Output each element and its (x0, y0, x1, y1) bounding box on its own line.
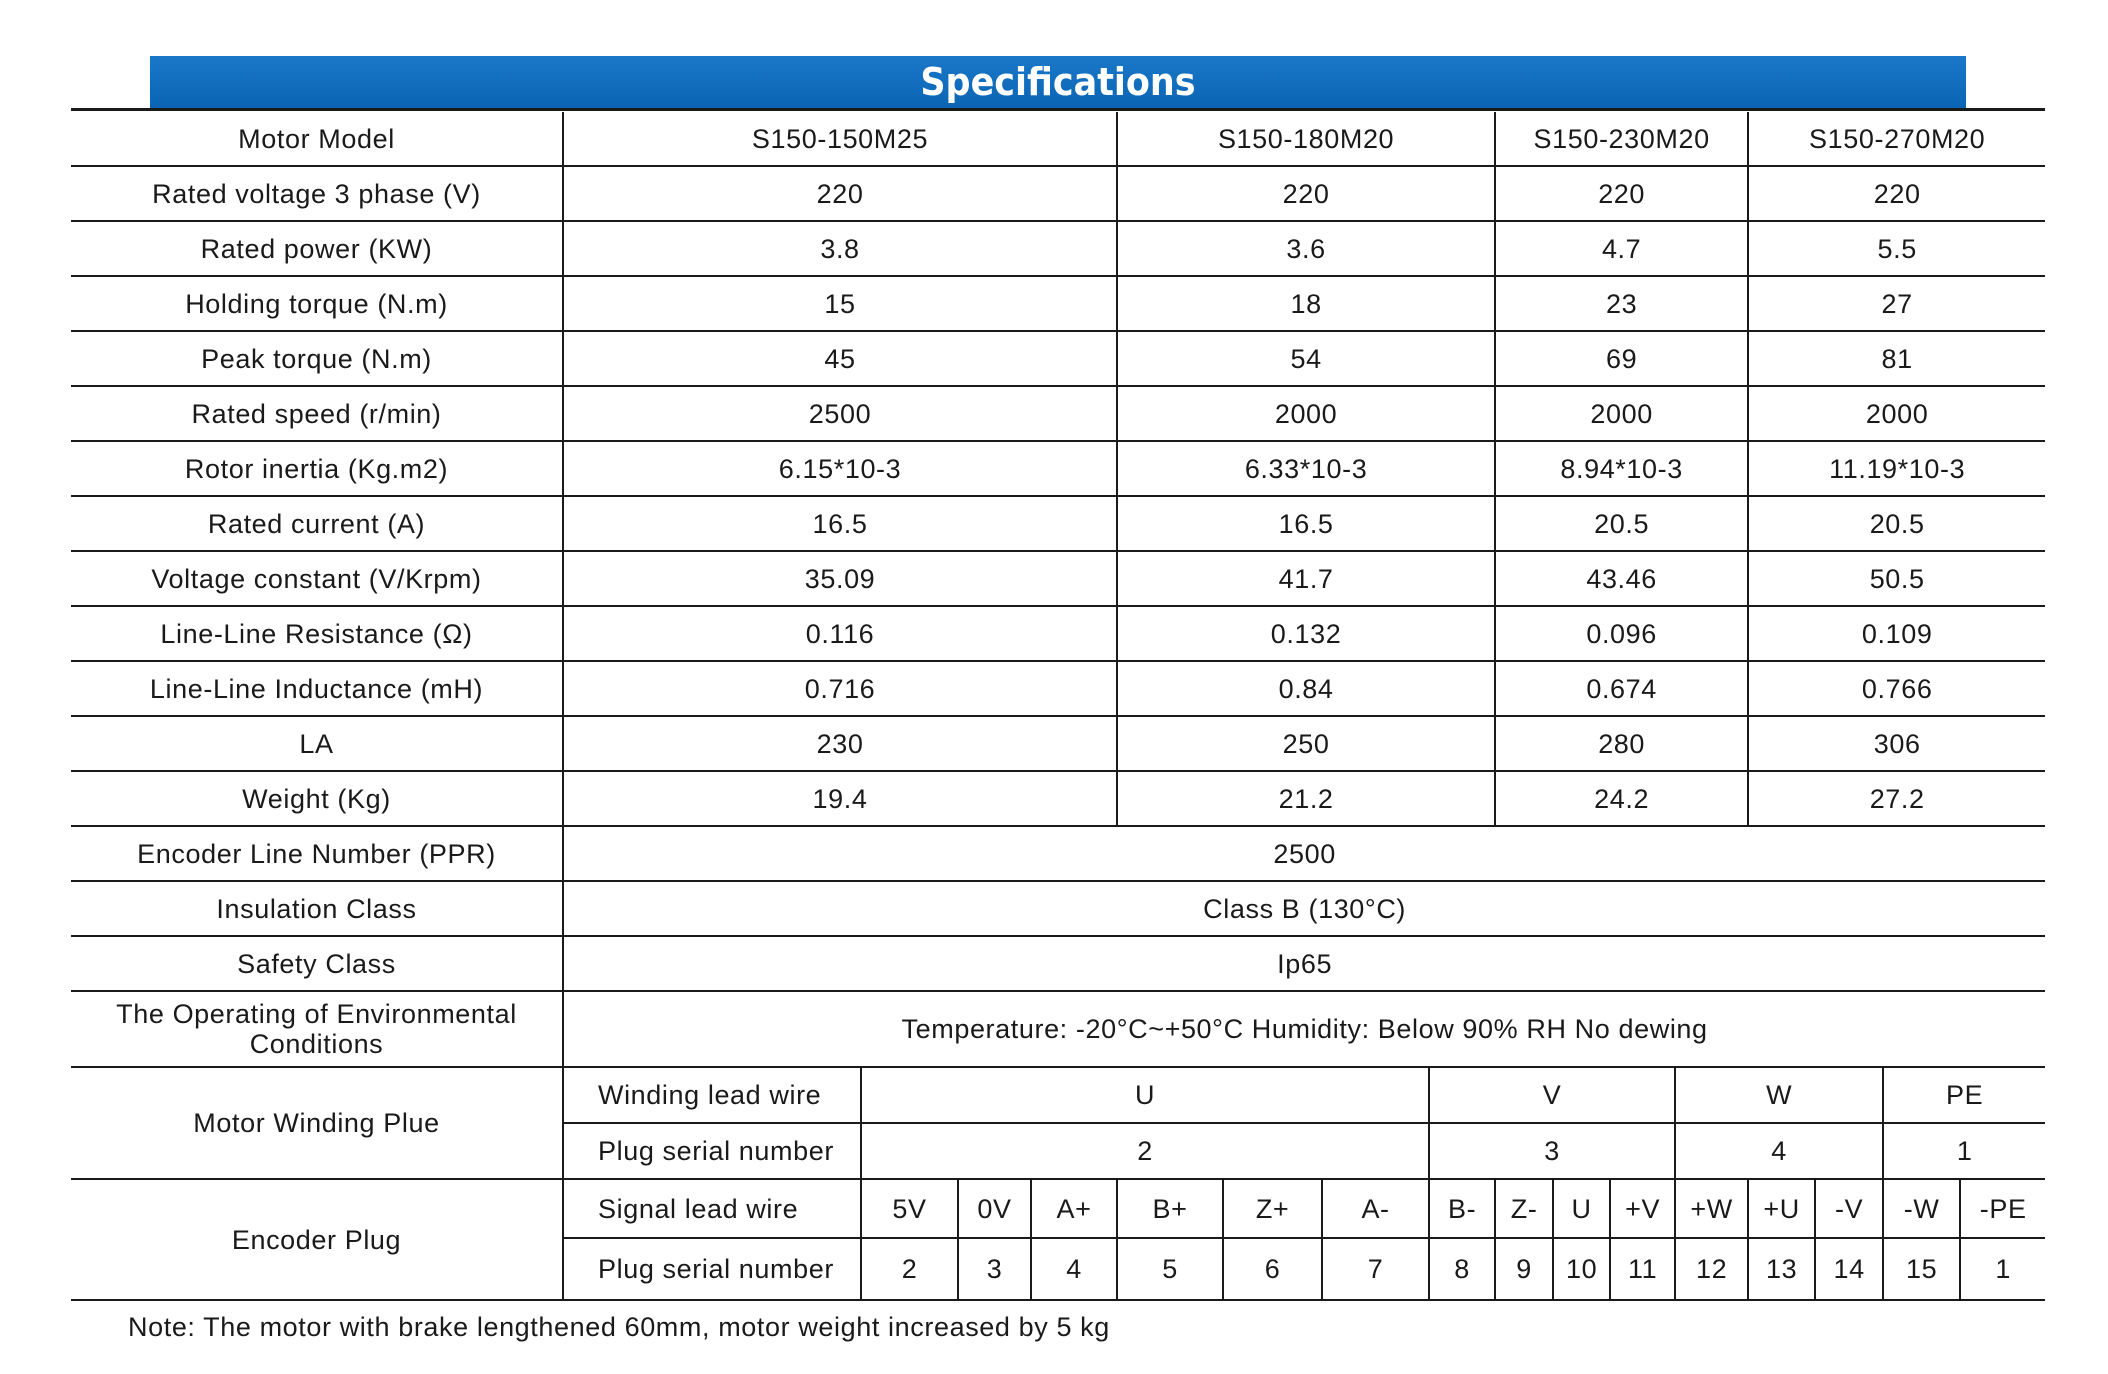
title-divider (71, 108, 2045, 111)
winding-lead: V (1429, 1067, 1675, 1123)
spec-value: 220 (563, 166, 1117, 221)
spec-value: 5.5 (1748, 221, 2045, 276)
encoder-plug: 1 (1960, 1238, 2045, 1300)
spec-value: 27 (1748, 276, 2045, 331)
spec-value: 0.116 (563, 606, 1117, 661)
winding-plug-label: Plug serial number (563, 1123, 861, 1179)
spec-value: 0.766 (1748, 661, 2045, 716)
spec-value: 0.096 (1495, 606, 1748, 661)
row-label: Line-Line Inductance (mH) (71, 661, 563, 716)
shared-row (71, 881, 2045, 936)
shared-row (71, 826, 2045, 881)
shared-value: 2500 (563, 826, 2045, 881)
spec-value: 41.7 (1117, 551, 1495, 606)
spec-value: 2500 (563, 386, 1117, 441)
spec-value: 6.15*10-3 (563, 441, 1117, 496)
encoder-plug: 15 (1883, 1238, 1960, 1300)
spec-value: 280 (1495, 716, 1748, 771)
spec-row (71, 661, 2045, 716)
row-label: LA (71, 716, 563, 771)
encoder-plug: 13 (1748, 1238, 1815, 1300)
winding-plug: 3 (1429, 1123, 1675, 1179)
model-header: S150-180M20 (1117, 112, 1495, 166)
spec-value: 8.94*10-3 (1495, 441, 1748, 496)
spec-row (71, 331, 2045, 386)
spec-value: 2000 (1748, 386, 2045, 441)
shared-row (71, 991, 2045, 1067)
motor-model-label: Motor Model (71, 112, 563, 166)
spec-value: 0.132 (1117, 606, 1495, 661)
footnote: Note: The motor with brake lengthened 60mm, motor weight increased by 5 kg (128, 1312, 1110, 1342)
winding-lead-row (71, 1067, 2045, 1123)
specifications-title: Specifications (150, 56, 1966, 108)
spec-value: 230 (563, 716, 1117, 771)
spec-row (71, 771, 2045, 826)
shared-value: Ip65 (563, 936, 2045, 991)
spec-value: 19.4 (563, 771, 1117, 826)
spec-value: 16.5 (563, 496, 1117, 551)
row-label: The Operating of Environmental Conditions (71, 991, 563, 1067)
spec-row (71, 441, 2045, 496)
encoder-lead: -PE (1960, 1179, 2045, 1238)
spec-value: 21.2 (1117, 771, 1495, 826)
specifications-table (71, 112, 2045, 1301)
spec-value: 20.5 (1748, 496, 2045, 551)
encoder-lead: +V (1610, 1179, 1675, 1238)
encoder-lead-label: Signal lead wire (563, 1179, 861, 1238)
row-label: Encoder Line Number (PPR) (71, 826, 563, 881)
winding-lead: PE (1883, 1067, 2045, 1123)
row-label: Insulation Class (71, 881, 563, 936)
spec-value: 0.674 (1495, 661, 1748, 716)
encoder-plug: 5 (1117, 1238, 1223, 1300)
spec-value: 23 (1495, 276, 1748, 331)
encoder-lead: +U (1748, 1179, 1815, 1238)
encoder-plug: 2 (861, 1238, 958, 1300)
spec-row (71, 496, 2045, 551)
spec-row (71, 221, 2045, 276)
encoder-lead: -V (1815, 1179, 1883, 1238)
encoder-lead: Z- (1495, 1179, 1553, 1238)
spec-value: 0.109 (1748, 606, 2045, 661)
encoder-lead: Z+ (1223, 1179, 1322, 1238)
encoder-lead: U (1553, 1179, 1610, 1238)
row-label: Rotor inertia (Kg.m2) (71, 441, 563, 496)
spec-value: 54 (1117, 331, 1495, 386)
spec-value: 2000 (1117, 386, 1495, 441)
spec-value: 6.33*10-3 (1117, 441, 1495, 496)
encoder-plug: 6 (1223, 1238, 1322, 1300)
winding-label: Motor Winding Plue (71, 1067, 563, 1179)
row-label: Rated voltage 3 phase (V) (71, 166, 563, 221)
spec-row (71, 166, 2045, 221)
spec-value: 220 (1117, 166, 1495, 221)
row-label: Rated power (KW) (71, 221, 563, 276)
spec-value: 50.5 (1748, 551, 2045, 606)
spec-value: 220 (1495, 166, 1748, 221)
encoder-plug: 3 (958, 1238, 1031, 1300)
encoder-lead: +W (1675, 1179, 1748, 1238)
spec-value: 27.2 (1748, 771, 2045, 826)
encoder-lead-row (71, 1179, 2045, 1238)
encoder-plug: 8 (1429, 1238, 1495, 1300)
encoder-lead: 0V (958, 1179, 1031, 1238)
spec-row (71, 276, 2045, 331)
shared-value: Temperature: -20°C~+50°C Humidity: Below 90% RH No dewing (563, 991, 2045, 1067)
spec-value: 16.5 (1117, 496, 1495, 551)
spec-value: 2000 (1495, 386, 1748, 441)
spec-value: 220 (1748, 166, 2045, 221)
row-label: Rated current (A) (71, 496, 563, 551)
spec-value: 45 (563, 331, 1117, 386)
spec-value: 4.7 (1495, 221, 1748, 276)
spec-row (71, 386, 2045, 441)
spec-row (71, 716, 2045, 771)
winding-lead-label: Winding lead wire (563, 1067, 861, 1123)
encoder-plug: 14 (1815, 1238, 1883, 1300)
spec-value: 81 (1748, 331, 2045, 386)
spec-value: 0.716 (563, 661, 1117, 716)
encoder-lead: B+ (1117, 1179, 1223, 1238)
row-label: Rated speed (r/min) (71, 386, 563, 441)
winding-lead: U (861, 1067, 1429, 1123)
spec-value: 306 (1748, 716, 2045, 771)
header-row (71, 112, 2045, 166)
row-label: Weight (Kg) (71, 771, 563, 826)
encoder-plug: 10 (1553, 1238, 1610, 1300)
shared-row (71, 936, 2045, 991)
winding-lead: W (1675, 1067, 1883, 1123)
encoder-plug: 9 (1495, 1238, 1553, 1300)
encoder-label: Encoder Plug (71, 1179, 563, 1300)
spec-value: 24.2 (1495, 771, 1748, 826)
spec-value: 18 (1117, 276, 1495, 331)
row-label: Safety Class (71, 936, 563, 991)
spec-value: 15 (563, 276, 1117, 331)
encoder-lead: -W (1883, 1179, 1960, 1238)
row-label: Holding torque (N.m) (71, 276, 563, 331)
winding-plug: 2 (861, 1123, 1429, 1179)
encoder-lead: A- (1322, 1179, 1429, 1238)
model-header: S150-230M20 (1495, 112, 1748, 166)
model-header: S150-270M20 (1748, 112, 2045, 166)
spec-value: 69 (1495, 331, 1748, 386)
row-label: Peak torque (N.m) (71, 331, 563, 386)
encoder-plug: 12 (1675, 1238, 1748, 1300)
row-label: Line-Line Resistance (Ω) (71, 606, 563, 661)
winding-plug: 1 (1883, 1123, 2045, 1179)
encoder-lead: 5V (861, 1179, 958, 1238)
shared-value: Class B (130°C) (563, 881, 2045, 936)
spec-value: 43.46 (1495, 551, 1748, 606)
spec-value: 250 (1117, 716, 1495, 771)
spec-value: 3.8 (563, 221, 1117, 276)
encoder-plug: 4 (1031, 1238, 1117, 1300)
row-label: Voltage constant (V/Krpm) (71, 551, 563, 606)
encoder-plug-label: Plug serial number (563, 1238, 861, 1300)
encoder-plug: 11 (1610, 1238, 1675, 1300)
spec-value: 20.5 (1495, 496, 1748, 551)
encoder-plug: 7 (1322, 1238, 1429, 1300)
winding-plug: 4 (1675, 1123, 1883, 1179)
spec-value: 35.09 (563, 551, 1117, 606)
spec-row (71, 551, 2045, 606)
spec-value: 11.19*10-3 (1748, 441, 2045, 496)
model-header: S150-150M25 (563, 112, 1117, 166)
encoder-lead: B- (1429, 1179, 1495, 1238)
spec-value: 3.6 (1117, 221, 1495, 276)
encoder-lead: A+ (1031, 1179, 1117, 1238)
spec-row (71, 606, 2045, 661)
spec-value: 0.84 (1117, 661, 1495, 716)
